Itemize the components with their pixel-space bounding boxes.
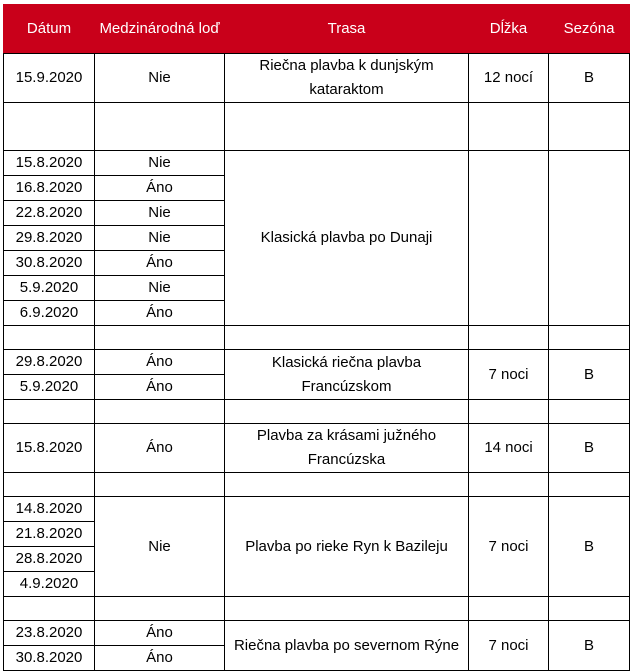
intl-cell[interactable]: Nie (95, 151, 225, 176)
empty-cell[interactable] (469, 473, 549, 497)
date-cell[interactable]: 22.8.2020 (4, 201, 95, 226)
date-cell[interactable]: 15.9.2020 (4, 54, 95, 103)
spacer-row (4, 326, 630, 350)
empty-cell[interactable] (95, 473, 225, 497)
length-cell[interactable]: 7 noci (469, 350, 549, 400)
date-cell[interactable]: 29.8.2020 (4, 350, 95, 375)
intl-cell[interactable]: Áno (95, 621, 225, 646)
date-cell[interactable]: 23.8.2020 (4, 621, 95, 646)
season-cell[interactable] (549, 151, 630, 326)
route-cell[interactable]: Klasická riečna plavba Francúzskom (225, 350, 469, 400)
empty-cell[interactable] (95, 400, 225, 424)
header-season[interactable]: Sezóna (549, 5, 630, 54)
empty-cell[interactable] (95, 597, 225, 621)
table-row (4, 497, 630, 522)
route-cell[interactable]: Plavba za krásami južného Francúzska (225, 424, 469, 473)
empty-cell[interactable] (549, 103, 630, 151)
intl-cell[interactable]: Nie (95, 497, 225, 597)
intl-cell[interactable]: Áno (95, 301, 225, 326)
date-cell[interactable]: 4.9.2020 (4, 572, 95, 597)
empty-cell[interactable] (225, 326, 469, 350)
route-cell[interactable]: Plavba po rieke Ryn k Bazileju (225, 497, 469, 597)
table-row (4, 350, 630, 375)
intl-cell[interactable]: Áno (95, 646, 225, 671)
empty-cell[interactable] (469, 400, 549, 424)
season-cell[interactable]: B (549, 497, 630, 597)
season-cell[interactable]: B (549, 424, 630, 473)
season-cell[interactable]: B (549, 350, 630, 400)
length-cell[interactable]: 14 noci (469, 424, 549, 473)
empty-cell[interactable] (4, 103, 95, 151)
intl-cell[interactable]: Nie (95, 226, 225, 251)
empty-cell[interactable] (95, 326, 225, 350)
length-cell[interactable]: 7 noci (469, 497, 549, 597)
empty-cell[interactable] (225, 597, 469, 621)
date-cell[interactable]: 6.9.2020 (4, 301, 95, 326)
table-row (4, 424, 630, 473)
intl-cell[interactable]: Áno (95, 375, 225, 400)
cruise-schedule-table (3, 4, 630, 671)
intl-cell[interactable]: Áno (95, 251, 225, 276)
date-cell[interactable]: 16.8.2020 (4, 176, 95, 201)
empty-cell[interactable] (225, 400, 469, 424)
header-route[interactable]: Trasa (225, 5, 469, 54)
empty-cell[interactable] (549, 326, 630, 350)
date-cell[interactable]: 5.9.2020 (4, 276, 95, 301)
empty-cell[interactable] (549, 597, 630, 621)
table-row (4, 54, 630, 103)
date-cell[interactable]: 30.8.2020 (4, 646, 95, 671)
season-cell[interactable]: B (549, 621, 630, 671)
spacer-row (4, 400, 630, 424)
intl-cell[interactable]: Nie (95, 276, 225, 301)
header-length[interactable]: Dĺžka (469, 5, 549, 54)
empty-cell[interactable] (4, 400, 95, 424)
date-cell[interactable]: 5.9.2020 (4, 375, 95, 400)
empty-cell[interactable] (549, 400, 630, 424)
date-cell[interactable]: 14.8.2020 (4, 497, 95, 522)
intl-cell[interactable]: Áno (95, 176, 225, 201)
empty-cell[interactable] (549, 473, 630, 497)
spacer-row (4, 473, 630, 497)
intl-cell[interactable]: Nie (95, 201, 225, 226)
header-international-ship[interactable]: Medzinárodná loď (95, 5, 225, 54)
spacer-row (4, 103, 630, 151)
table-row (4, 151, 630, 176)
header-date[interactable]: Dátum (4, 5, 95, 54)
route-cell[interactable]: Riečna plavba po severnom Rýne (225, 621, 469, 671)
intl-cell[interactable]: Áno (95, 424, 225, 473)
route-cell[interactable]: Klasická plavba po Dunaji (225, 151, 469, 326)
intl-cell[interactable]: Nie (95, 54, 225, 103)
empty-cell[interactable] (4, 473, 95, 497)
empty-cell[interactable] (95, 103, 225, 151)
table-row (4, 621, 630, 646)
header-row (4, 5, 630, 54)
empty-cell[interactable] (4, 597, 95, 621)
length-cell[interactable]: 7 noci (469, 621, 549, 671)
spacer-row (4, 597, 630, 621)
length-cell[interactable] (469, 151, 549, 326)
intl-cell[interactable]: Áno (95, 350, 225, 375)
date-cell[interactable]: 29.8.2020 (4, 226, 95, 251)
length-cell[interactable]: 12 nocí (469, 54, 549, 103)
empty-cell[interactable] (4, 326, 95, 350)
date-cell[interactable]: 15.8.2020 (4, 424, 95, 473)
empty-cell[interactable] (225, 103, 469, 151)
date-cell[interactable]: 28.8.2020 (4, 547, 95, 572)
season-cell[interactable]: B (549, 54, 630, 103)
date-cell[interactable]: 21.8.2020 (4, 522, 95, 547)
date-cell[interactable]: 15.8.2020 (4, 151, 95, 176)
empty-cell[interactable] (469, 103, 549, 151)
empty-cell[interactable] (469, 326, 549, 350)
empty-cell[interactable] (225, 473, 469, 497)
empty-cell[interactable] (469, 597, 549, 621)
route-cell[interactable]: Riečna plavba k dunjským kataraktom (225, 54, 469, 103)
date-cell[interactable]: 30.8.2020 (4, 251, 95, 276)
